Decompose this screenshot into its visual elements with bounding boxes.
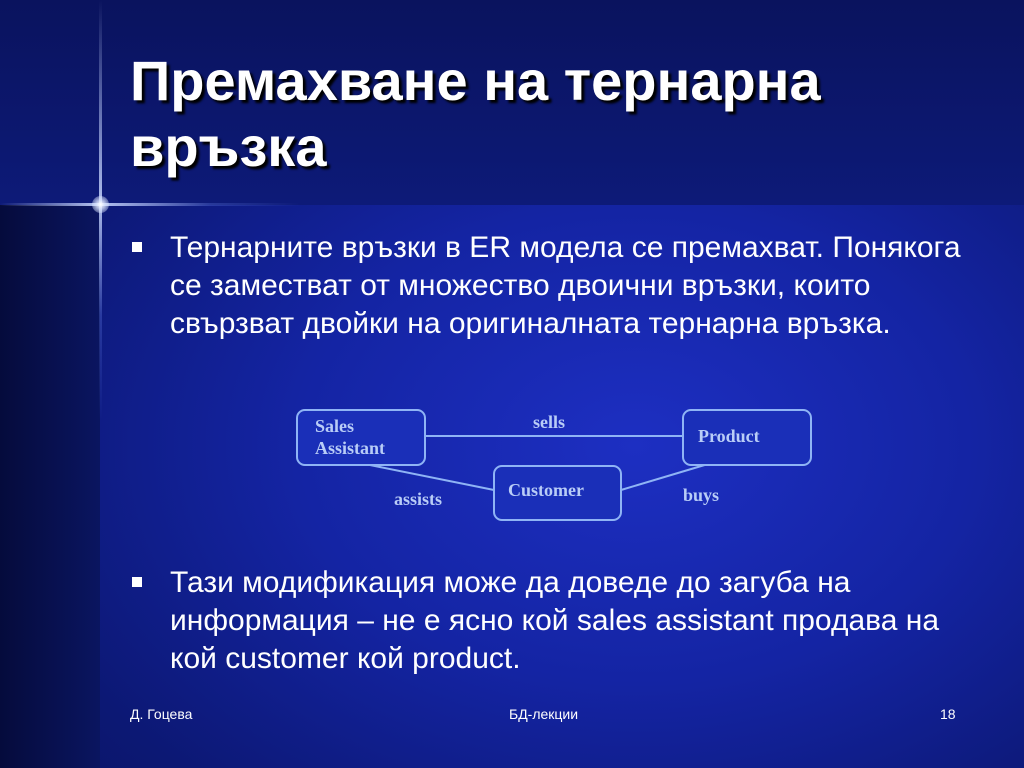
customer-label: Customer [508,480,584,500]
sparkle-horizontal-line [0,203,300,206]
bullet-text-1: Тернарните връзки в ER модела се премахват. Понякога се заместват от множество двоични връзки, които свързват двойки на оригиналната тернарна връзка. [170,231,961,340]
bullet-item-2 [170,564,970,678]
assists-label: assists [394,489,443,509]
sales-assistant-label-line-2: Assistant [315,438,386,458]
square-bullet-icon [132,242,142,252]
sales-assistant-label-line-1: Sales [315,416,355,436]
footer-author: Д. Гоцева [130,706,193,722]
product-label: Product [698,426,760,446]
sells-label: sells [533,412,566,432]
assists-relationship-line [370,465,494,490]
bullet-text-2: Тази модификация може да доведе до загуба на информация – не е ясно кой sales assistant продава на кой customer кой product. [170,566,940,675]
slide-title: Премахване на тернарна връзка [130,49,821,178]
sparkle-star-icon [92,196,109,213]
footer-page-number: 18 [940,706,956,722]
er-diagram [280,400,820,530]
footer-course: БД-лекции [509,706,579,722]
buys-label: buys [683,485,720,505]
square-bullet-icon [132,577,142,587]
bullet-item-1 [170,229,970,343]
